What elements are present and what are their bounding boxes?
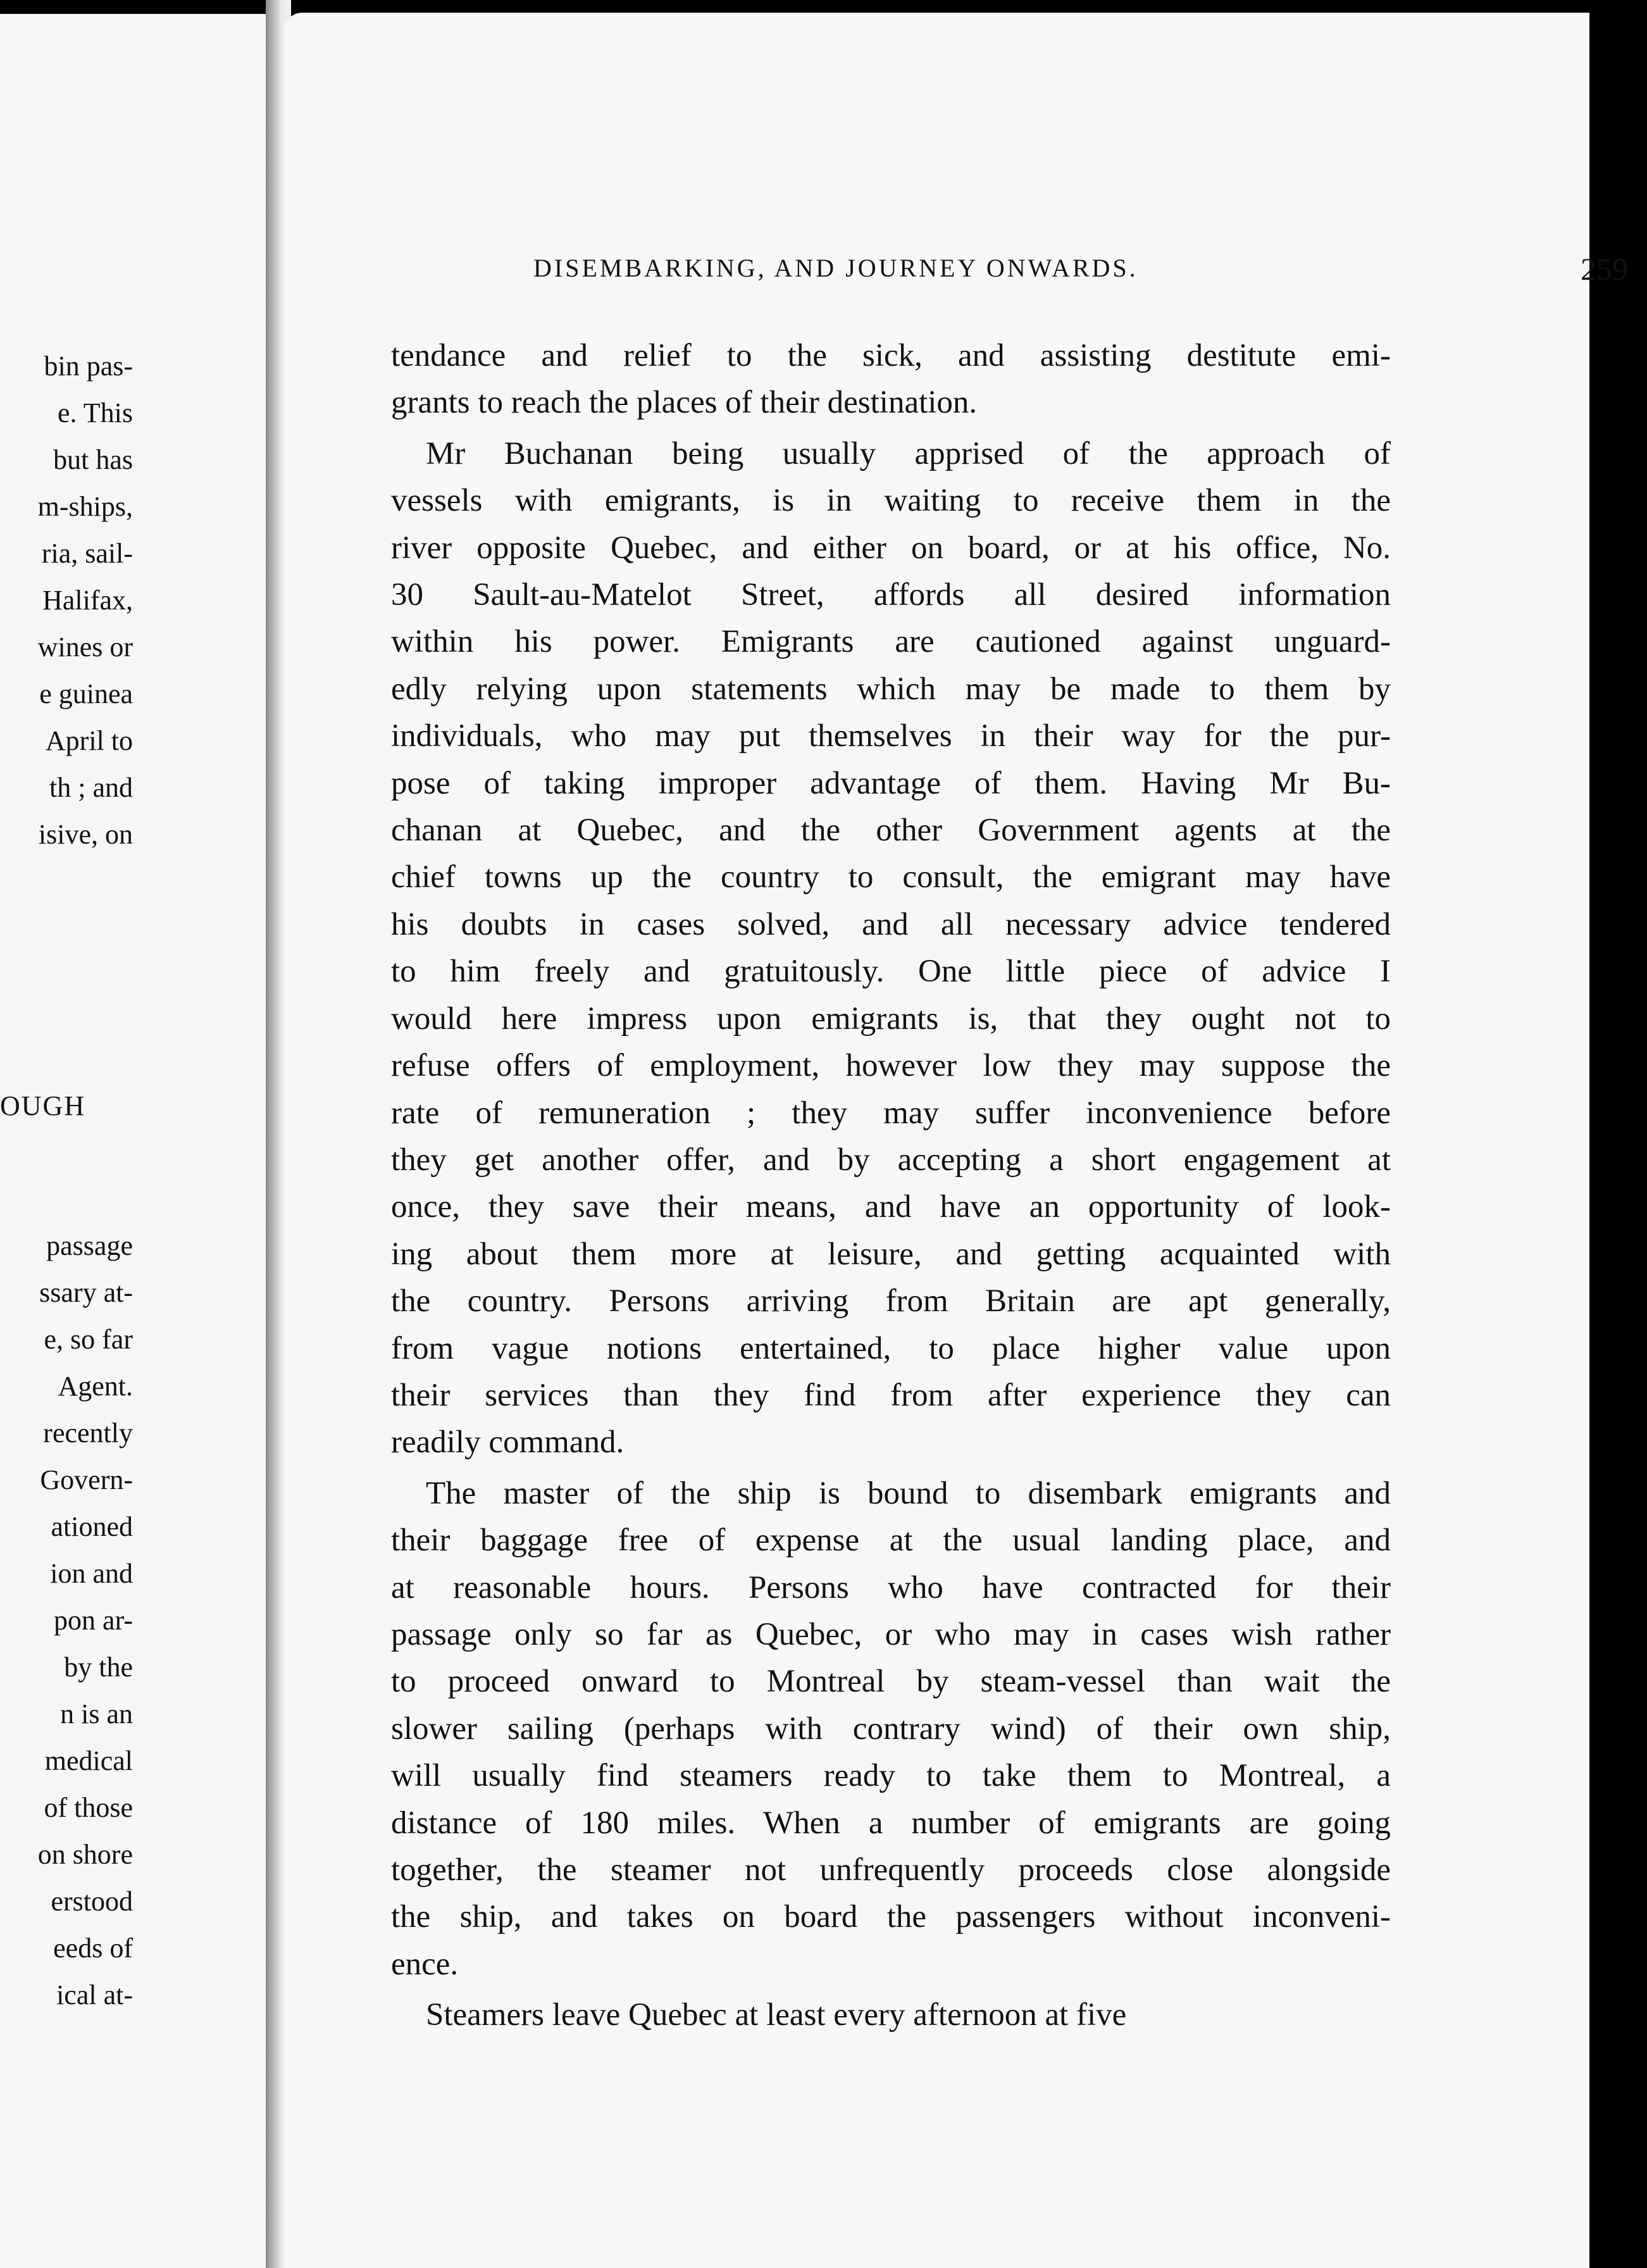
text-line: to proceed onward to Montreal by steam-vessel than wait the [391, 1664, 1391, 1700]
text-line: Steamers leave Quebec at least every afternoon at five [426, 1997, 1127, 2033]
text-line: the country. Persons arriving from Britain are apt generally, [391, 1283, 1391, 1319]
facing-page-line: on shore [37, 1839, 133, 1870]
text-line: they get another offer, and by accepting a short engagement at [391, 1142, 1391, 1178]
text-line: distance of 180 miles. When a number of emigrants are going [391, 1805, 1391, 1841]
text-line: his doubts in cases solved, and all necessary advice tendered [391, 906, 1391, 942]
scan-border [0, 0, 1589, 14]
text-line: rate of remuneration ; they may suffer inconvenience before [391, 1095, 1391, 1131]
facing-page-fragment [0, 14, 270, 2268]
text-line: pose of taking improper advantage of them. Having Mr Bu- [391, 765, 1391, 801]
facing-page-line: bin pas- [44, 351, 133, 382]
text-line: to him freely and gratuitously. One little piece of advice I [391, 954, 1391, 990]
text-line: edly relying upon statements which may be made to them by [391, 671, 1391, 707]
facing-page-line: of those [44, 1792, 133, 1823]
facing-page-line: ria, sail- [41, 538, 133, 569]
facing-page-line: Agent. [58, 1371, 133, 1402]
page-body-text [391, 332, 1391, 2039]
facing-page-line: e, so far [44, 1324, 133, 1355]
text-line: tendance and relief to the sick, and assisting destitute emi- [391, 338, 1391, 373]
facing-page-line: erstood [51, 1886, 133, 1917]
text-line: river opposite Quebec, and either on board, or at his office, No. [391, 530, 1391, 566]
text-line: would here impress upon emigrants is, that they ought not to [391, 1000, 1391, 1037]
text-line: within his power. Emigrants are cautioned against unguard- [391, 624, 1391, 660]
facing-page-line: ationed [51, 1511, 133, 1542]
paragraph [391, 332, 1391, 427]
text-line: their baggage free of expense at the usual landing place, and [391, 1523, 1391, 1559]
text-line: ence. [391, 1946, 459, 1982]
facing-page-line: Govern- [40, 1464, 133, 1495]
facing-page-line: ssary at- [39, 1277, 133, 1308]
facing-page-line: medical [44, 1745, 133, 1776]
text-line: ing about them more at leisure, and getting acquainted with [391, 1236, 1391, 1272]
paragraph [391, 1991, 1391, 2038]
facing-page-line: but has [53, 444, 133, 475]
facing-page-line: April to [45, 725, 133, 756]
facing-page-line: by the [64, 1652, 133, 1683]
facing-page-heading: OUGH [0, 1090, 86, 1121]
text-line: refuse offers of employment, however low they may suppose the [391, 1048, 1391, 1084]
facing-page-line: m-ships, [37, 491, 133, 522]
text-line: chanan at Quebec, and the other Government agents at the [391, 813, 1391, 849]
text-line: their services than they find from after experience they can [391, 1377, 1391, 1413]
text-line: 30 Sault-au-Matelot Street, affords all desired information [391, 577, 1391, 613]
running-head [533, 253, 1647, 310]
facing-page-line: eeds of [53, 1933, 133, 1964]
text-line: vessels with emigrants, is in waiting to receive them in the [391, 483, 1391, 519]
text-line: passage only so far as Quebec, or who may in cases wish rather [391, 1616, 1391, 1652]
text-line: from vague notions entertained, to place higher value upon [391, 1330, 1391, 1366]
text-line: will usually find steamers ready to take them to Montreal, a [391, 1758, 1391, 1794]
paragraph [391, 1470, 1391, 1988]
facing-page-line: isive, on [38, 819, 133, 850]
text-line: at reasonable hours. Persons who have contracted for their [391, 1569, 1391, 1605]
text-line: together, the steamer not unfrequently proceeds close alongside [391, 1852, 1391, 1888]
facing-page-line: n is an [60, 1698, 133, 1729]
text-line: chief towns up the country to consult, the emigrant may have [391, 859, 1391, 895]
facing-page-line: ion and [50, 1558, 133, 1589]
facing-page-line: e guinea [39, 678, 133, 709]
facing-page-line: th ; and [49, 772, 133, 803]
paragraph [391, 430, 1391, 1466]
running-head-title: DISEMBARKING, AND JOURNEY ONWARDS. [533, 254, 1138, 282]
facing-page-line: recently [43, 1418, 133, 1449]
text-line: once, they save their means, and have an opportunity of look- [391, 1189, 1391, 1225]
facing-page-line: passage [46, 1230, 133, 1261]
facing-page-line: Halifax, [42, 585, 133, 616]
text-line: individuals, who may put themselves in their way for the pur- [391, 718, 1391, 754]
text-line: slower sailing (perhaps with contrary wind) of their own ship, [391, 1710, 1391, 1747]
text-line: the ship, and takes on board the passengers without inconveni- [391, 1899, 1391, 1935]
facing-page-line: e. This [58, 397, 133, 428]
text-line: Mr Buchanan being usually apprised of the approach of [426, 435, 1391, 471]
page-number: 259 [1581, 251, 1628, 287]
facing-page-line: ical at- [56, 1979, 133, 2010]
facing-page-line: wines or [37, 632, 133, 663]
text-line: grants to reach the places of their destination. [391, 385, 978, 421]
facing-page-line: pon ar- [54, 1605, 133, 1636]
text-line: The master of the ship is bound to disembark emigrants and [426, 1475, 1391, 1511]
text-line: readily command. [391, 1424, 625, 1461]
book-page [283, 13, 1628, 2268]
